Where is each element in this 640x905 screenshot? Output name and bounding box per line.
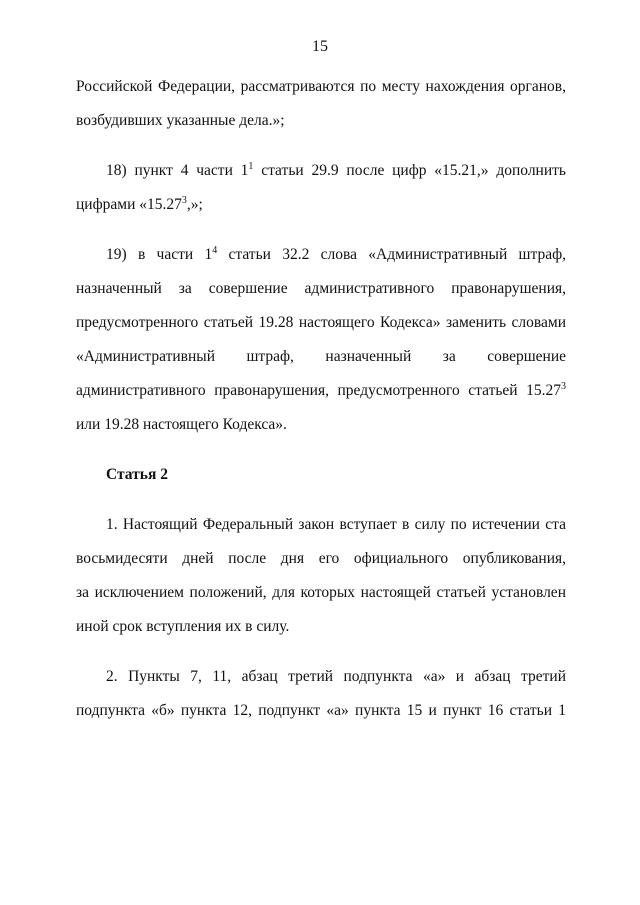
article-2-part-2: [76, 660, 566, 728]
paragraph-continuation: [76, 70, 566, 138]
superscript: 3: [561, 380, 566, 392]
text-line: цифрами «15.27$^3$,»;: [76, 194, 203, 213]
text-line: 19) в части $1^4$ статьи 32.2 слова «Административный штраф,: [106, 244, 566, 263]
text-line: Российской Федерации, рассматриваются по месту нахождения органов,: [76, 78, 566, 95]
superscript: 3: [181, 194, 187, 206]
document-body: [76, 70, 566, 728]
text-line: иной срок вступления их в силу.: [76, 618, 290, 635]
text-line: восьмидесяти дней после дня его официального опубликования,: [76, 550, 566, 567]
text-line: предусмотренного статьей 19.28 настоящего Кодекса» заменить словами: [76, 314, 566, 331]
text-line: 18) пункт 4 части $1^1$ статьи 29.9 после цифр «15.21,» дополнить: [106, 160, 566, 179]
paragraph-item-19: [76, 238, 566, 442]
superscript: 4: [212, 244, 218, 256]
paragraph-item-18: [76, 154, 566, 222]
text-line: возбудивших указанные дела.»;: [76, 112, 285, 129]
page-number: 15: [312, 38, 328, 55]
article-2-part-1: [76, 508, 566, 644]
article-heading: Статья 2: [106, 466, 168, 483]
text-line: подпункта «б» пункта 12, подпункт «а» пункта 15 и пункт 16 статьи 1: [76, 702, 566, 719]
text-line: «Административный штраф, назначенный за совершение: [76, 348, 566, 365]
superscript: 1: [248, 160, 254, 172]
text-line: 2. Пункты 7, 11, абзац третий подпункта «а» и абзац третий: [106, 668, 566, 685]
text-line: административного правонарушения, предусмотренного статьей 15.27$^3$: [76, 380, 566, 399]
text-line: 1. Настоящий Федеральный закон вступает в силу по истечении ста: [106, 516, 566, 533]
text-line: назначенный за совершение административного правонарушения,: [76, 280, 566, 297]
text-line: или 19.28 настоящего Кодекса».: [76, 416, 287, 433]
text-line: за исключением положений, для которых настоящей статьей установлен: [76, 584, 566, 601]
